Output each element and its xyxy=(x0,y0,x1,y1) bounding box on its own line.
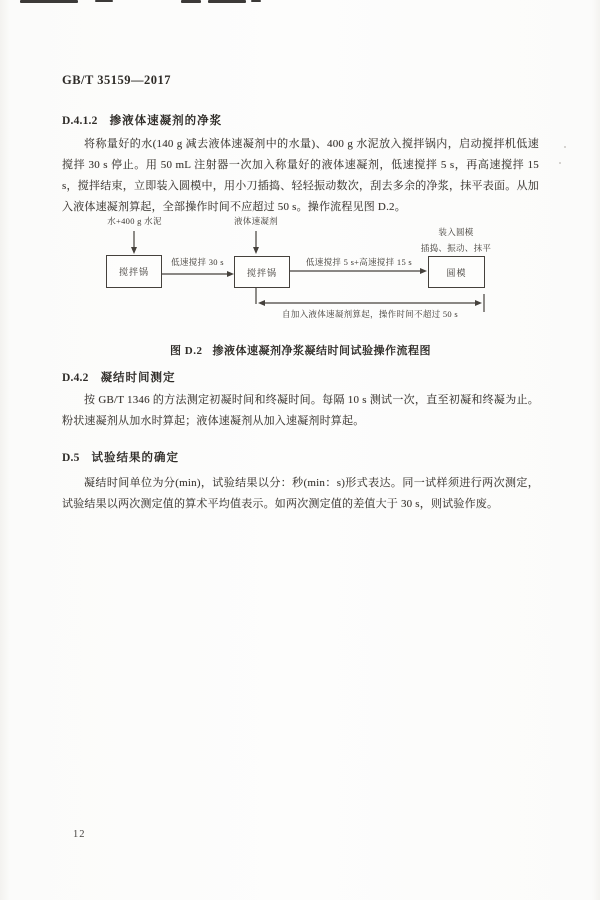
figure-caption xyxy=(62,342,539,358)
flow-box-mixer-1: 搅拌锅 xyxy=(106,255,162,288)
scan-artifact xyxy=(95,0,113,2)
scan-artifact xyxy=(208,0,246,3)
flow-step1-label: 低速搅拌 30 s xyxy=(171,257,224,267)
figure-caption-text: 掺液体速凝剂净浆凝结时间试验操作流程图 xyxy=(212,345,431,357)
flow-duration-label: 自加入液体速凝剂算起，操作时间不超过 50 s xyxy=(282,309,458,319)
flow-step2-label: 低速搅拌 5 s+高速搅拌 15 s xyxy=(305,257,413,267)
flow-box-round-mold: 圆模 xyxy=(428,256,485,288)
scan-artifact xyxy=(251,0,261,2)
paragraph-d5: 凝结时间单位为分(min)，试验结果以分：秒(min：s)形式表达。同一试样须进行两次测定，试验结果以两次测定值的算术平均值表示。如两次测定值的差值大于 30 s，则试验作废。 xyxy=(62,477,539,510)
section-title: 凝结时间测定 xyxy=(100,372,176,384)
flow-box-mixer-2: 搅拌锅 xyxy=(234,256,290,288)
section-title: 掺液体速凝剂的净浆 xyxy=(109,115,223,127)
paragraph-d42: 按 GB/T 1346 的方法测定初凝时间和终凝时间。每隔 10 s 测试一次，直至初凝和终凝为止。粉状速凝剂从加水时算起；液体速凝剂从加入速凝剂时算起。 xyxy=(62,394,539,427)
section-number: D.4.2 xyxy=(62,372,89,384)
standard-number: GB/T 35159—2017 xyxy=(62,73,172,87)
figure-caption-number: 图 D.2 xyxy=(170,345,203,357)
flow-fill-mold-label: 装入圆模 xyxy=(438,227,474,237)
page-number: 12 xyxy=(73,829,86,840)
flow-input-accelerator-label: 液体速凝剂 xyxy=(233,216,278,226)
scan-artifact xyxy=(181,0,201,3)
scan-artifact xyxy=(20,0,78,3)
flow-input-water-label: 水+400 g 水泥 xyxy=(107,216,162,226)
section-number: D.5 xyxy=(62,452,80,464)
section-heading-d412 xyxy=(62,112,222,128)
section-heading-d42 xyxy=(62,369,176,385)
section-heading-d5 xyxy=(62,449,179,465)
scan-speck xyxy=(564,146,566,148)
section-title: 试验结果的确定 xyxy=(91,452,180,464)
paragraph-d412: 将称量好的水(140 g 减去液体速凝剂中的水量)、400 g 水泥放入搅拌锅内，启动搅拌机低速搅拌 30 s 停止。用 50 mL 注射器一次加入称量好的液体速凝剂，低速搅拌 5 s，再高速搅拌 15 s，搅拌结束，立即装入圆模中，用小刀插捣、轻轻振动数次，刮去多余的净浆，抹平表面。从加入液体速凝剂算起，全部操作时间不应超过 50 s。操作流程见图 D.2。 xyxy=(62,138,539,213)
flow-tamp-label: 插捣、振动、抹平 xyxy=(420,243,492,253)
scan-speck xyxy=(559,162,561,164)
section-number: D.4.1.2 xyxy=(62,115,98,127)
